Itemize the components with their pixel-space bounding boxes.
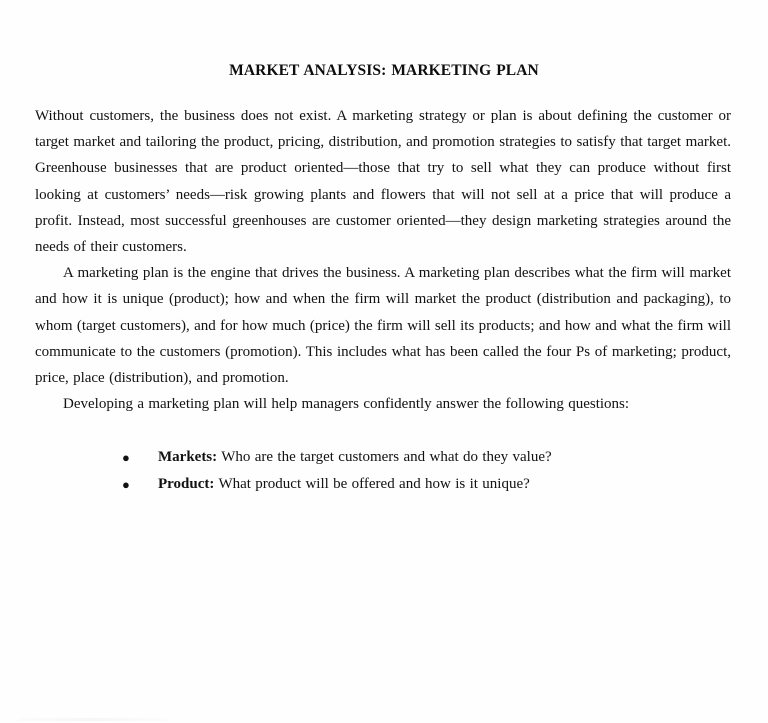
list-item-label: Markets: (158, 449, 218, 465)
paragraph-3: Developing a marketing plan will help managers confidently answer the following questions: (63, 396, 630, 413)
paragraph-2: A marketing plan is the engine that drives the business. A marketing plan describes what the firm will market and how it is unique (product); how and when the firm will market the product (distribution and packaging), to whom (target customers), and for how much (price) the firm will sell its products; and how and what the firm will communicate to the customers (promotion). This includes what has been called the four Ps of marketing; product, price, place (distribution), and promotion. (35, 265, 731, 387)
questions-bullet-list (122, 444, 742, 498)
list-item-text: What product will be offered and how is it unique? (214, 476, 530, 492)
list-item (122, 444, 742, 471)
bullet-icon: ● (122, 450, 130, 465)
list-item-text: Who are the target customers and what do they value? (217, 449, 552, 465)
bullet-icon: ● (122, 477, 130, 492)
page-title: MARKET ANALYSIS: MARKETING PLAN (229, 62, 539, 79)
scan-artifact (18, 718, 168, 721)
paragraph-1: Without customers, the business does not exist. A marketing strategy or plan is about defining the customer or target market and tailoring the product, pricing, distribution, and promotion strategies to satisfy that target market. Greenhouse businesses that are product oriented—those that try to sell what they can produce without first looking at customers’ needs—risk growing plants and flowers that will not sell at a price that will produce a profit. Instead, most successful greenhouses are customer oriented—they design marketing strategies around the needs of their customers. (35, 108, 731, 256)
document-body (35, 103, 731, 492)
list-item (122, 471, 742, 498)
list-item-label: Product: (158, 476, 215, 492)
